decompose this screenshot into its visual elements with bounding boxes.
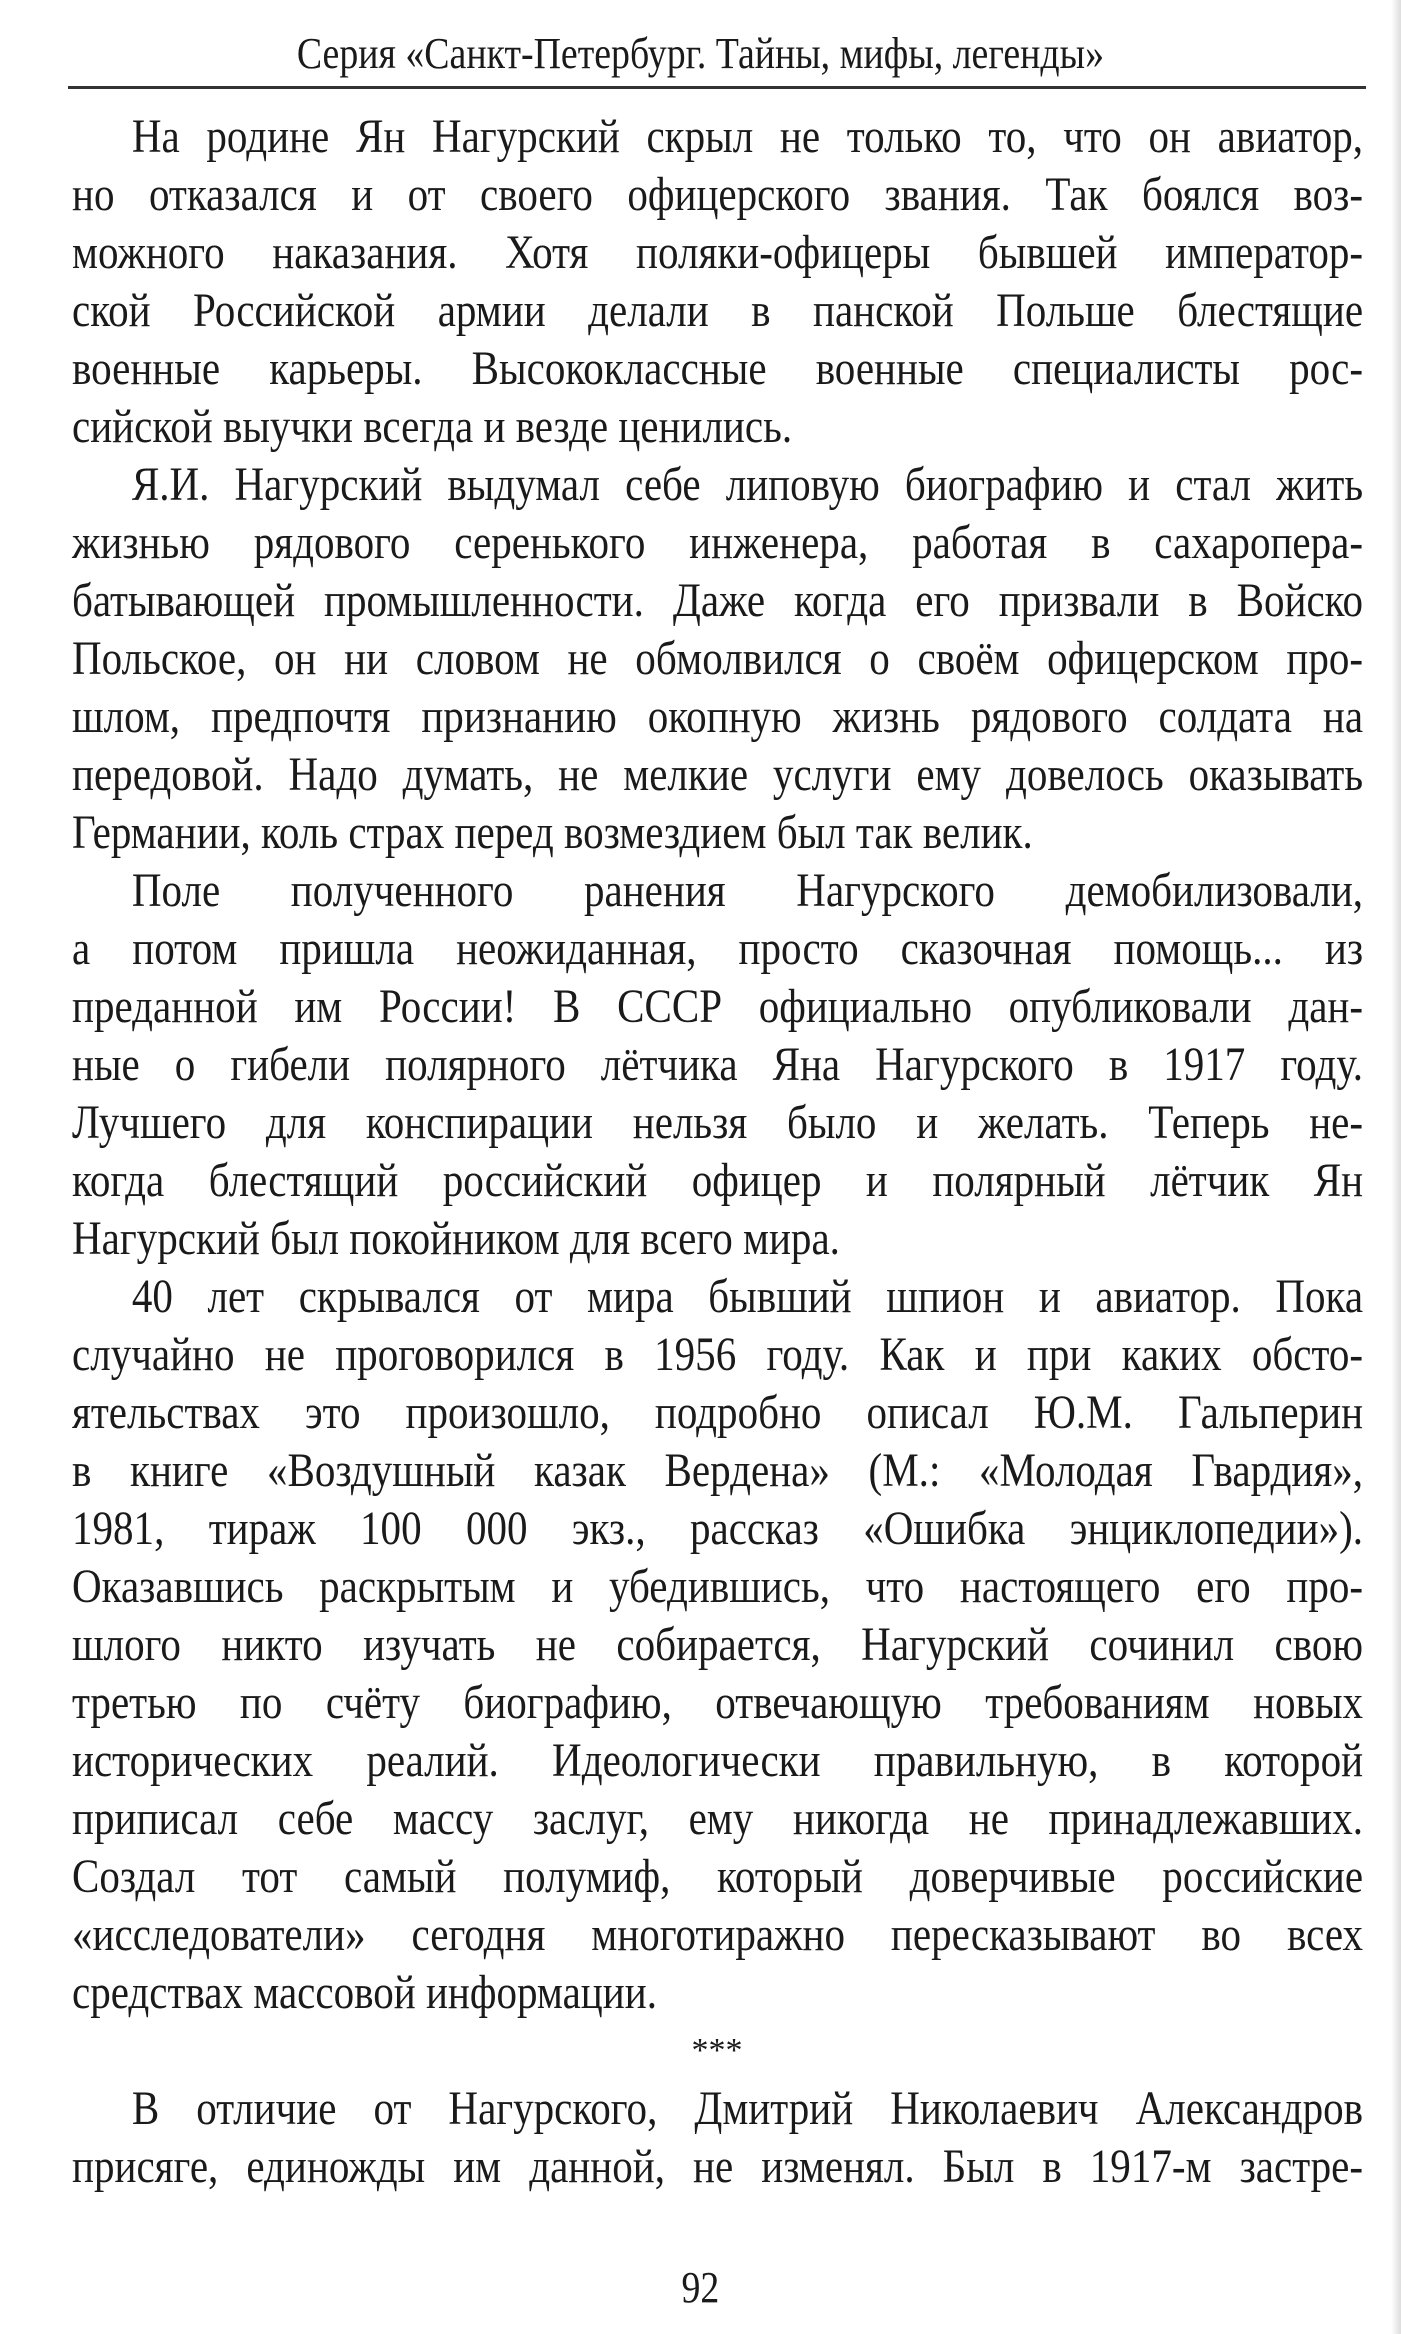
running-header: Серия «Санкт-Петербург. Тайны, мифы, легенды» (296, 29, 1105, 78)
text-line: жизнью рядового серенького инженера, работая в сахаропера- (72, 516, 1364, 569)
text-line: «исследователи» сегодня многотиражно пересказывают во всех (72, 1908, 1364, 1961)
text-line: ные о гибели полярного лётчика Яна Нагурского в 1917 году. (72, 1038, 1364, 1091)
text-line: приписал себе массу заслуг, ему никогда не принадлежавших. (72, 1792, 1364, 1845)
text-line: военные карьеры. Высококлассные военные специалисты рос- (72, 342, 1364, 395)
text-line: третью по счёту биографию, отвечающую требованиям новых (72, 1676, 1364, 1729)
text-line: преданной им России! В СССР официально опубликовали дан- (72, 980, 1364, 1033)
text-line: случайно не проговорился в 1956 году. Как и при каких обсто- (72, 1328, 1364, 1381)
text-line: Я.И. Нагурский выдумал себе липовую биографию и стал жить (131, 458, 1364, 511)
text-line: исторических реалий. Идеологически правильную, в которой (72, 1734, 1364, 1787)
text-line: шлом, предпочтя признанию окопную жизнь рядового солдата на (72, 690, 1364, 743)
text-line: Нагурский был покойником для всего мира. (72, 1212, 840, 1265)
page-edge-shadow (1391, 0, 1401, 2334)
text-line: Оказавшись раскрытым и убедившись, что настоящего его про- (72, 1560, 1364, 1613)
text-line: батывающей промышленности. Даже когда его призвали в Войско (72, 574, 1364, 627)
text-line: Создал тот самый полумиф, который доверчивые российские (72, 1850, 1364, 1903)
text-line: ской Российской армии делали в панской Польше блестящие (72, 284, 1364, 337)
text-line: присяге, единожды им данной, не изменял. Был в 1917-м застре- (72, 2140, 1364, 2193)
text-line: На родине Ян Нагурский скрыл не только то, что он авиатор, (131, 110, 1364, 163)
page-number: 92 (681, 2263, 720, 2312)
text-line: а потом пришла неожиданная, просто сказочная помощь... из (72, 922, 1364, 975)
text-line: шлого никто изучать не собирается, Нагурский сочинил свою (72, 1618, 1364, 1671)
text-line: передовой. Надо думать, не мелкие услуги ему довелось оказывать (72, 748, 1364, 801)
text-line: В отличие от Нагурского, Дмитрий Николаевич Александров (131, 2082, 1364, 2135)
text-line: но отказался и от своего офицерского звания. Так боялся воз- (72, 168, 1364, 221)
header-rule (68, 86, 1366, 89)
text-line: Лучшего для конспирации нельзя было и желать. Теперь не- (72, 1096, 1364, 1149)
text-line: в книге «Воздушный казак Вердена» (М.: «Молодая Гвардия», (72, 1444, 1364, 1497)
text-line: можного наказания. Хотя поляки-офицеры бывшей император- (72, 226, 1364, 279)
text-line: когда блестящий российский офицер и полярный лётчик Ян (72, 1154, 1364, 1207)
text-line: средствах массовой информации. (72, 1966, 657, 2019)
section-separator: *** (691, 2032, 743, 2069)
text-line: ятельствах это произошло, подробно описал Ю.М. Гальперин (72, 1386, 1364, 1439)
text-line: Польское, он ни словом не обмолвился о своём офицерском про- (72, 632, 1364, 685)
text-line: сийской выучки всегда и везде ценились. (72, 400, 793, 453)
page-body (72, 108, 1401, 2196)
text-line: Поле полученного ранения Нагурского демобилизовали, (131, 864, 1364, 917)
text-line: Германии, коль страх перед возмездием был так велик. (72, 806, 1033, 859)
text-line: 1981, тираж 100 000 экз., рассказ «Ошибка энциклопедии»). (72, 1502, 1364, 1555)
text-line: 40 лет скрывался от мира бывший шпион и авиатор. Пока (131, 1270, 1364, 1323)
